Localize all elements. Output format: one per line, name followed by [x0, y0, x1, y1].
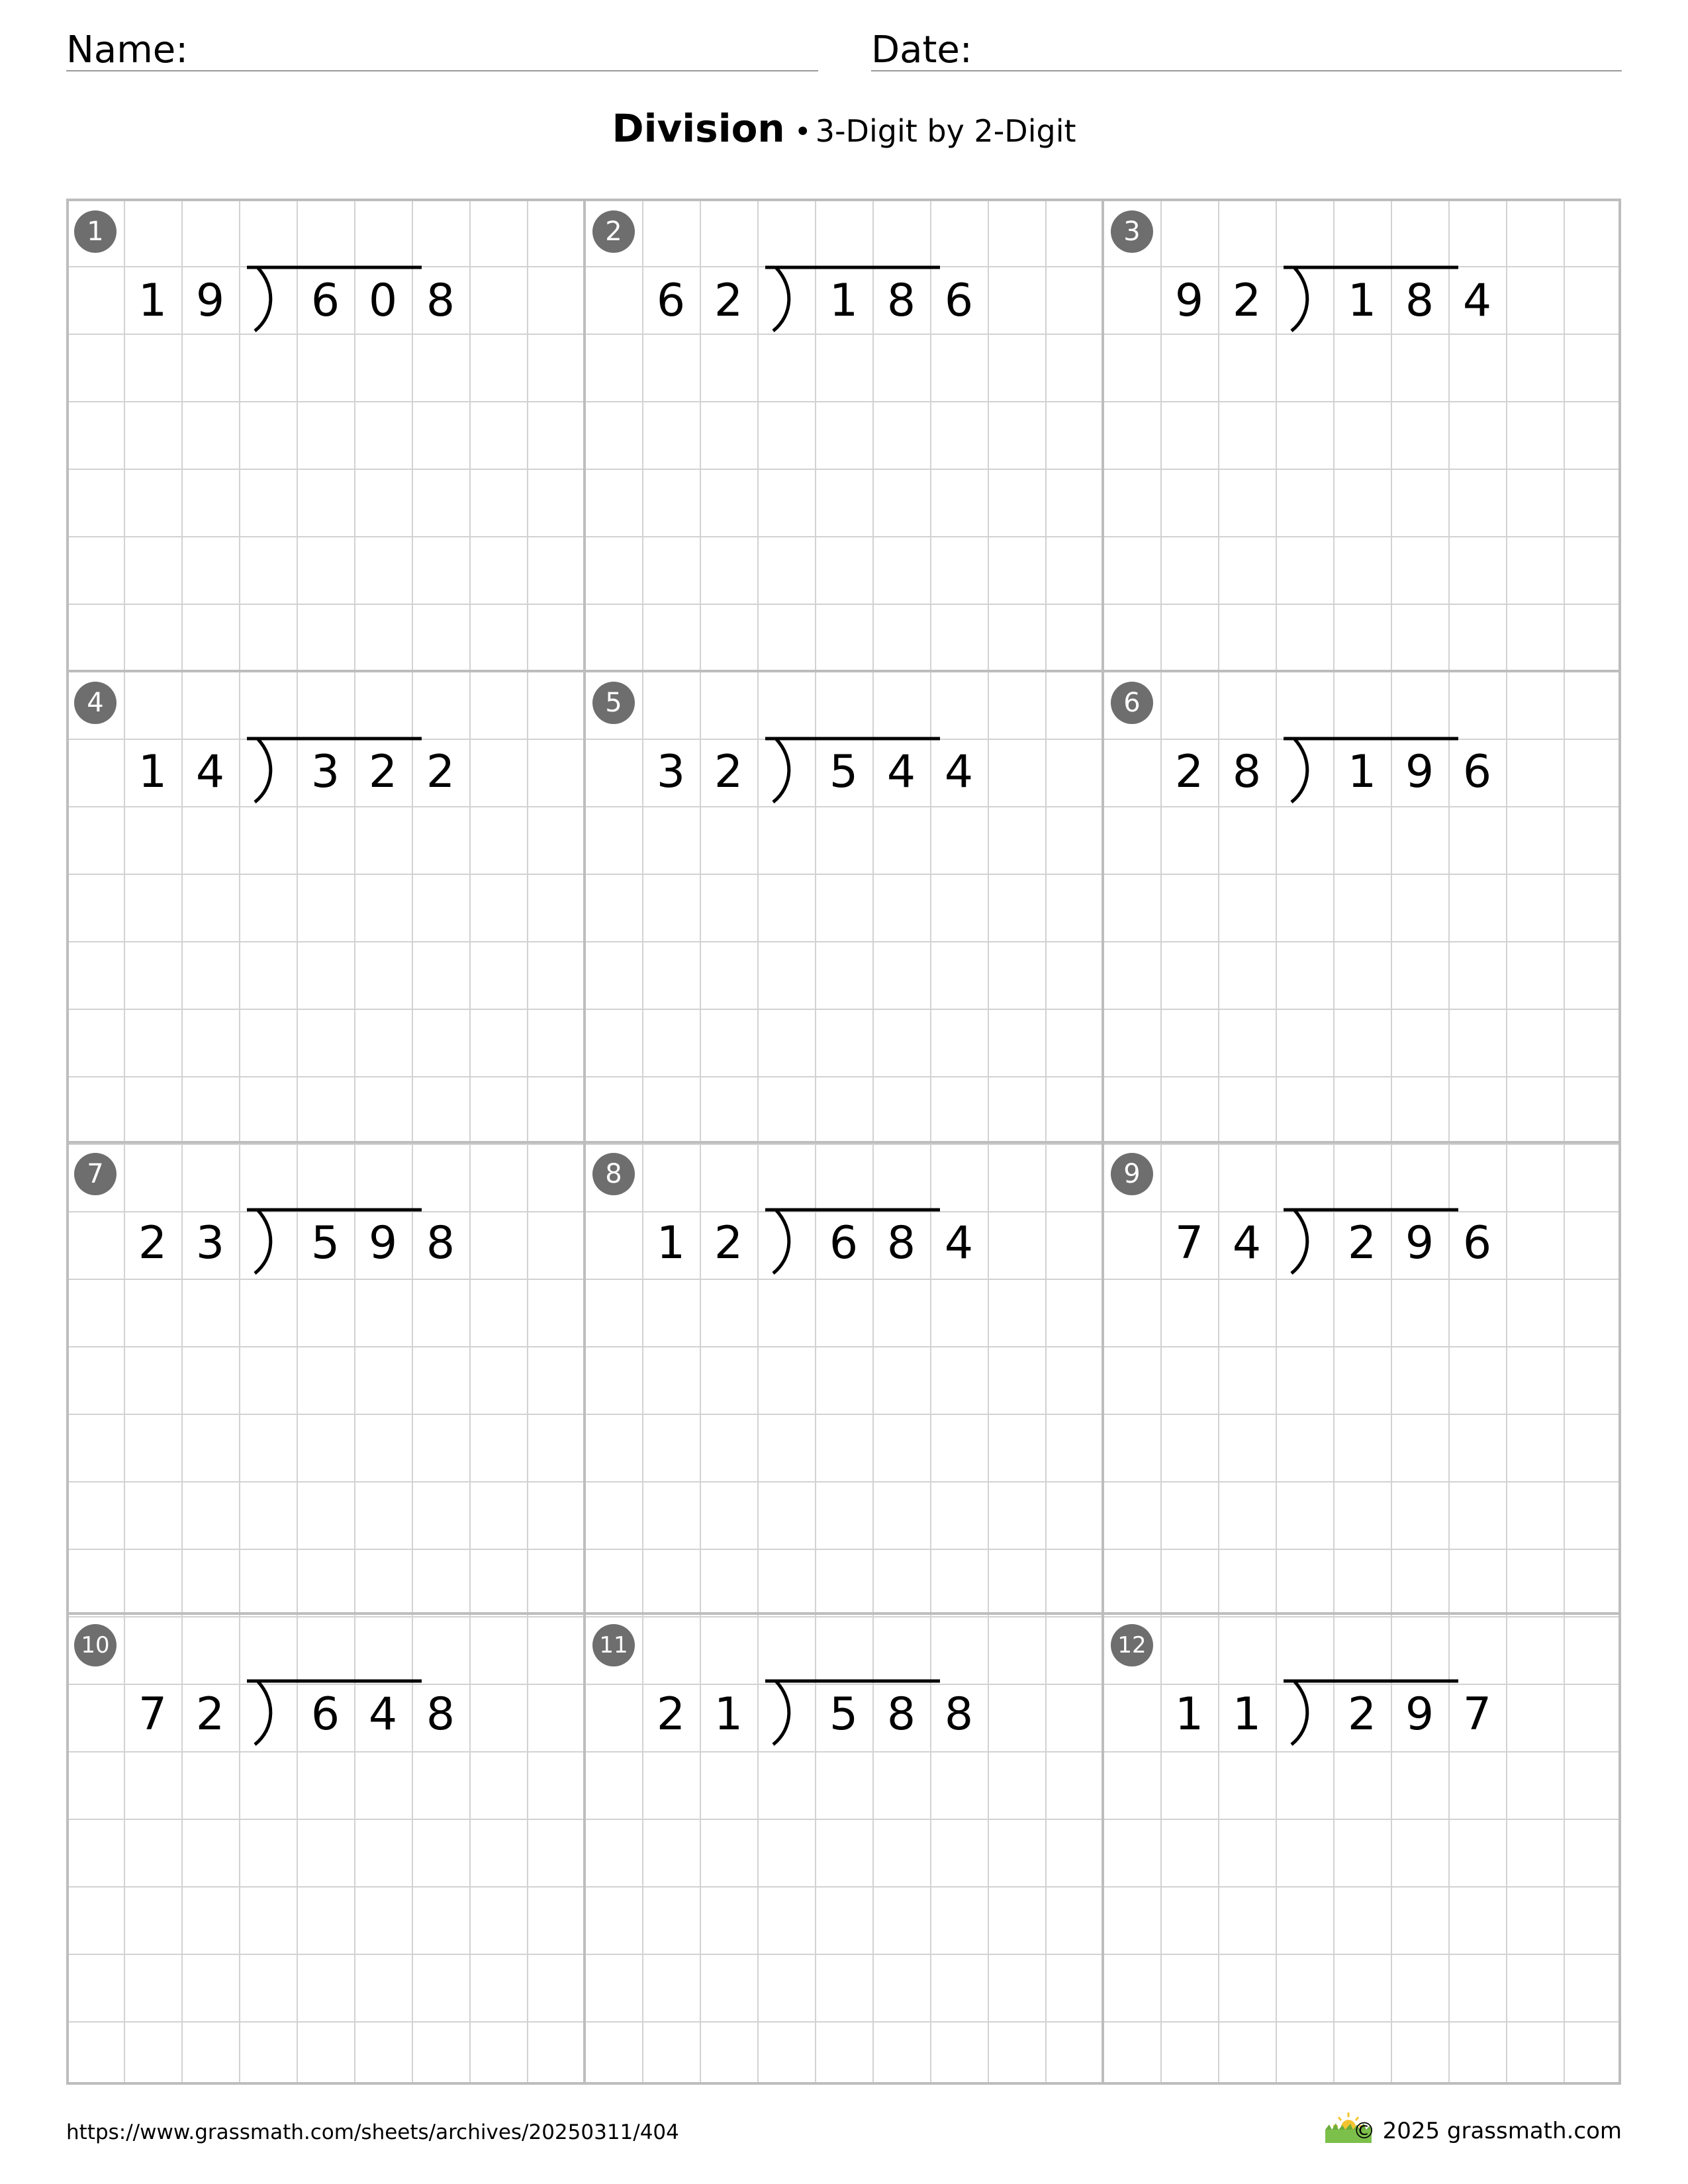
dividend-digit: 6: [944, 275, 974, 327]
worksheet-grid: [66, 199, 1621, 2085]
division-problem: [585, 670, 1103, 1142]
dividend-digit: 6: [310, 275, 340, 327]
division-bracket-icon: [1282, 1678, 1321, 1745]
division-bracket-icon: [245, 1678, 285, 1745]
division-bracket-icon: [763, 1207, 803, 1273]
dividend-digit: 2: [1347, 1688, 1377, 1741]
dividend-digit: 8: [886, 275, 916, 327]
division-problem: [66, 199, 585, 671]
dividend-digit: 4: [1462, 275, 1492, 327]
dividend-digit: 8: [1405, 275, 1434, 327]
division-problem: [585, 1612, 1103, 2085]
dividend-digit: 6: [1462, 746, 1492, 798]
footer-url[interactable]: https://www.grassmath.com/sheets/archives/20250311/404: [66, 2120, 679, 2144]
problem-number-badge: 9: [1111, 1153, 1153, 1195]
name-label: Name:: [66, 28, 189, 71]
division-bracket-icon: [245, 1207, 285, 1273]
division-problem: [585, 199, 1103, 671]
divisor-digit: 4: [1232, 1217, 1262, 1269]
divisor-digit: 1: [656, 1217, 686, 1269]
division-bracket-icon: [763, 1678, 803, 1745]
division-bracket-icon: [1282, 1207, 1321, 1273]
divisor-digit: 1: [138, 746, 167, 798]
dividend-digit: 4: [886, 746, 916, 798]
dividend-digit: 6: [1462, 1217, 1492, 1269]
divisor-digit: 1: [714, 1688, 743, 1741]
problem-number-badge: 1: [74, 210, 117, 253]
dividend-digit: 2: [1347, 1217, 1377, 1269]
divisor-digit: 2: [714, 275, 743, 327]
dividend-digit: 3: [310, 746, 340, 798]
division-bracket-icon: [1282, 265, 1321, 331]
title-separator: •: [794, 115, 812, 149]
problem-number-badge: 5: [592, 682, 635, 724]
dividend-digit: 1: [1347, 275, 1377, 327]
divisor-digit: 9: [1174, 275, 1204, 327]
date-label: Date:: [871, 28, 972, 71]
dividend-digit: 6: [310, 1688, 340, 1741]
dividend-digit: 1: [829, 275, 859, 327]
footer-copyright: © 2025 grassmath.com: [1352, 2118, 1622, 2144]
divisor-digit: 8: [1232, 746, 1262, 798]
divisor-digit: 7: [138, 1688, 167, 1741]
divisor-digit: 9: [195, 275, 225, 327]
dividend-digit: 7: [1462, 1688, 1492, 1741]
divisor-digit: 4: [195, 746, 225, 798]
dividend-digit: 8: [426, 275, 455, 327]
title-main: Division: [612, 106, 785, 151]
divisor-digit: 2: [714, 746, 743, 798]
division-bracket-icon: [763, 736, 803, 802]
dividend-digit: 4: [944, 1217, 974, 1269]
division-problem: [1103, 199, 1621, 671]
division-problem: [66, 670, 585, 1142]
name-field[interactable]: [66, 24, 818, 71]
dividend-digit: 5: [829, 1688, 859, 1741]
divisor-digit: 2: [1174, 746, 1204, 798]
dividend-digit: 0: [368, 275, 398, 327]
dividend-digit: 2: [368, 746, 398, 798]
divisor-digit: 2: [1232, 275, 1262, 327]
dividend-digit: 5: [310, 1217, 340, 1269]
dividend-digit: 8: [944, 1688, 974, 1741]
divisor-digit: 1: [1174, 1688, 1204, 1741]
divisor-digit: 2: [138, 1217, 167, 1269]
division-problem: [1103, 670, 1621, 1142]
dividend-digit: 8: [886, 1217, 916, 1269]
title-subtitle: 3-Digit by 2-Digit: [815, 113, 1076, 149]
division-problem: [1103, 1141, 1621, 1614]
problem-number-badge: 10: [74, 1624, 117, 1666]
divisor-digit: 2: [714, 1217, 743, 1269]
dividend-digit: 6: [829, 1217, 859, 1269]
problem-number-badge: 3: [1111, 210, 1153, 253]
dividend-digit: 9: [1405, 1217, 1434, 1269]
problem-number-badge: 2: [592, 210, 635, 253]
dividend-digit: 5: [829, 746, 859, 798]
divisor-digit: 6: [656, 275, 686, 327]
dividend-digit: 8: [426, 1217, 455, 1269]
divisor-digit: 2: [195, 1688, 225, 1741]
divisor-digit: 3: [656, 746, 686, 798]
division-bracket-icon: [1282, 736, 1321, 802]
division-bracket-icon: [763, 265, 803, 331]
dividend-digit: 9: [368, 1217, 398, 1269]
divisor-digit: 7: [1174, 1217, 1204, 1269]
division-problem: [66, 1141, 585, 1614]
dividend-digit: 2: [426, 746, 455, 798]
dividend-digit: 9: [1405, 1688, 1434, 1741]
date-field[interactable]: [871, 24, 1622, 71]
division-problem: [66, 1612, 585, 2085]
worksheet-title: [0, 106, 1688, 151]
dividend-digit: 8: [426, 1688, 455, 1741]
dividend-digit: 1: [1347, 746, 1377, 798]
dividend-digit: 8: [886, 1688, 916, 1741]
problem-number-badge: 12: [1111, 1624, 1153, 1666]
division-bracket-icon: [245, 736, 285, 802]
problem-number-badge: 4: [74, 682, 117, 724]
divisor-digit: 1: [138, 275, 167, 327]
division-problem: [1103, 1612, 1621, 2085]
divisor-digit: 2: [656, 1688, 686, 1741]
problem-number-badge: 8: [592, 1153, 635, 1195]
problem-number-badge: 7: [74, 1153, 117, 1195]
dividend-digit: 9: [1405, 746, 1434, 798]
divisor-digit: 1: [1232, 1688, 1262, 1741]
divisor-digit: 3: [195, 1217, 225, 1269]
dividend-digit: 4: [944, 746, 974, 798]
division-problem: [585, 1141, 1103, 1614]
division-bracket-icon: [245, 265, 285, 331]
dividend-digit: 4: [368, 1688, 398, 1741]
problem-number-badge: 6: [1111, 682, 1153, 724]
problem-number-badge: 11: [592, 1624, 635, 1666]
